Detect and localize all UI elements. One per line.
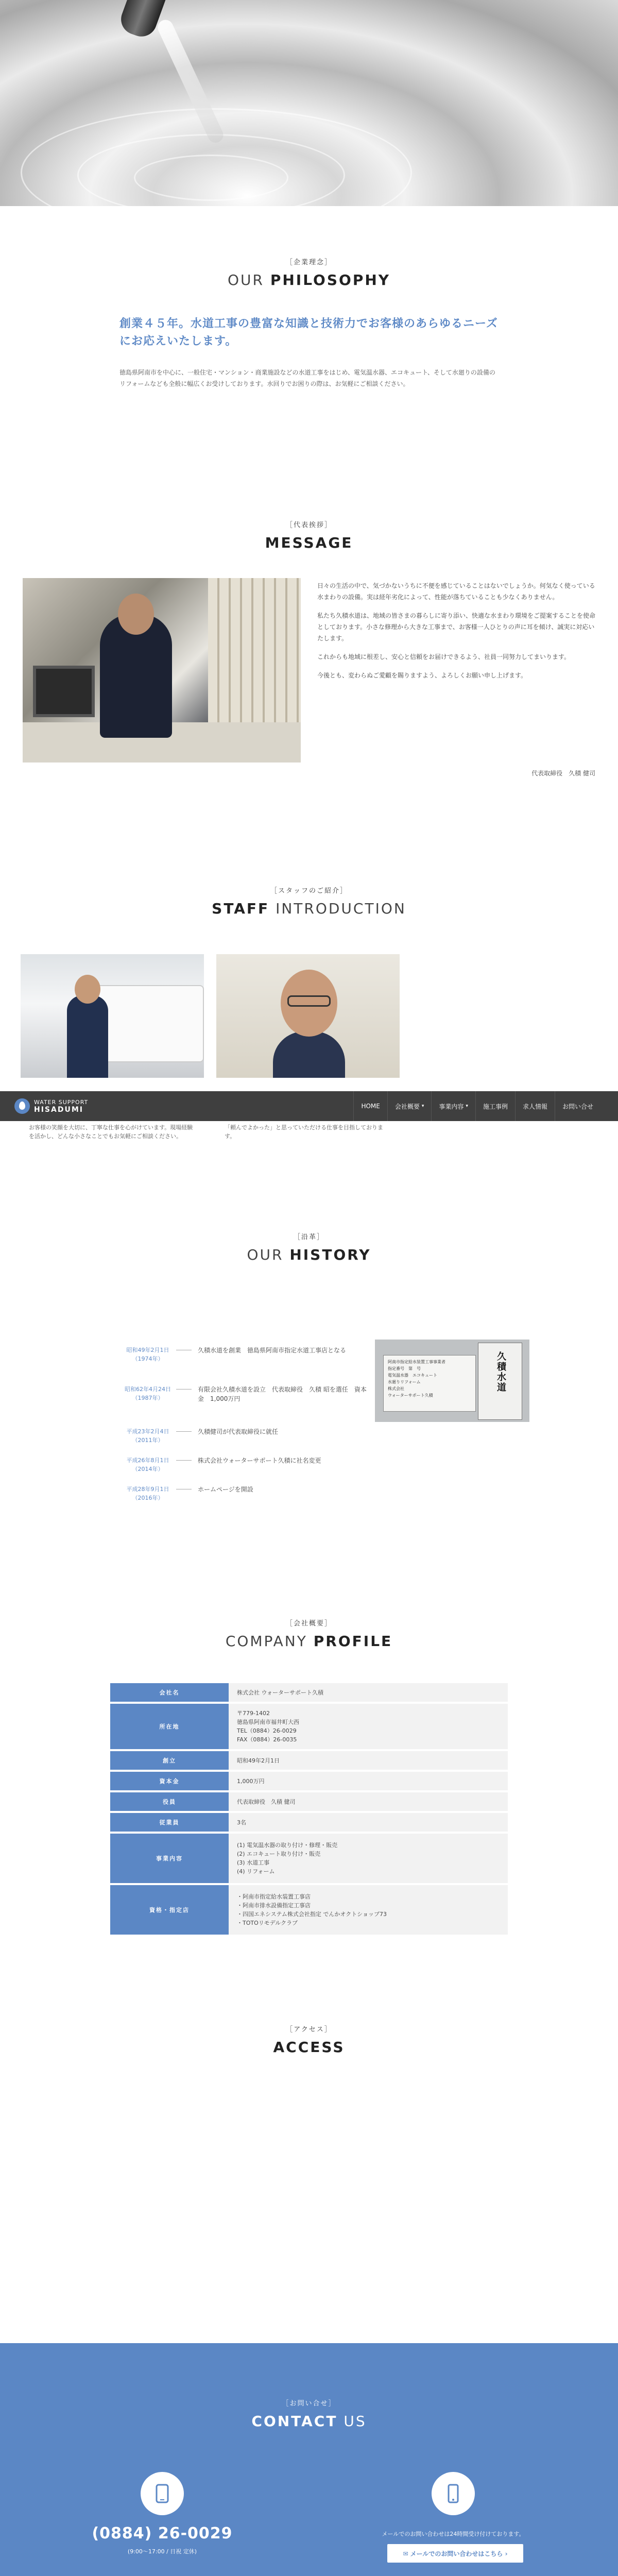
history-item <box>119 1456 368 1473</box>
philosophy-lead: 創業４５年。水道工事の豊富な知識と技術力でお客様のあらゆるニーズにお応えいたします。 <box>119 317 498 348</box>
phone-icon-svg <box>154 2484 170 2503</box>
table-header-cell: 従業員 <box>110 1813 229 1832</box>
cell-line: 昭和49年2月1日 <box>237 1757 280 1764</box>
history-text: 有限会社久積水道を設立 代表取締役 久積 昭を選任 資本金 1,000万円 <box>198 1386 367 1402</box>
contact-section <box>0 2343 618 2576</box>
nav-label: 事業内容 <box>439 1103 464 1110</box>
message-text <box>317 580 595 681</box>
history-text: 株式会社ウォーターサポート久積に社名変更 <box>198 1457 321 1464</box>
monitor <box>33 666 95 717</box>
table-row <box>110 1704 508 1749</box>
table-cell <box>229 1813 508 1832</box>
table-row <box>110 1772 508 1790</box>
history-date: 昭和62年4月24日（1987年） <box>125 1386 171 1401</box>
message-paragraph: 私たち久積水道は、地域の皆さまの暮らしに寄り添い、快適な水まわり環境をご提案することを使命としております。小さな修理から大きな工事まで、お客様一人ひとりの声に耳を傾け、誠実に対応いたします。 <box>317 612 596 642</box>
nav-label: 会社概要 <box>394 1103 420 1110</box>
phone-icon <box>141 2472 184 2515</box>
table-cell <box>229 1885 508 1935</box>
nav-item-home[interactable] <box>353 1091 387 1121</box>
faucet-graphic <box>117 0 167 41</box>
table-header-cell: 会社名 <box>110 1683 229 1702</box>
profile-heading <box>0 1618 618 1650</box>
staff-heading <box>0 885 618 917</box>
table-row <box>110 1751 508 1770</box>
history-text: 久積健司が代表取締役に就任 <box>198 1428 279 1435</box>
table-row <box>110 1885 508 1935</box>
mail-note: メールでのお問い合わせは24時間受け付けております。 <box>382 2531 525 2537</box>
staff-photo <box>21 954 204 1078</box>
table-cell <box>229 1751 508 1770</box>
section-title <box>0 900 618 917</box>
section-title-bold: PHILOSOPHY <box>270 272 391 289</box>
section-title <box>0 272 618 289</box>
history-divider <box>176 1431 192 1432</box>
history-date: 平成23年2月4日（2011年） <box>126 1428 169 1444</box>
staff-figure <box>67 995 108 1078</box>
history-item <box>119 1485 368 1502</box>
site-logo[interactable] <box>14 1098 117 1114</box>
cell-line: 徳島県阿南市福井町大西 <box>237 1719 299 1725</box>
section-title <box>0 1633 618 1650</box>
staff-photo <box>216 954 400 1078</box>
history-divider <box>176 1460 192 1461</box>
mail-icon <box>432 2472 475 2515</box>
nav-item-contact[interactable] <box>555 1091 600 1121</box>
contact-tel[interactable]: (0884) 26-0029 <box>92 2524 233 2543</box>
cell-line: (2) エコキュート取り付け・販売 <box>237 1851 321 1857</box>
staff-caption: お客様の笑顔を大切に、丁寧な仕事を心がけています。現場経験を活かし、どんな小さなことでもお気軽にご相談ください。 <box>29 1124 193 1140</box>
logo-text <box>34 1099 88 1113</box>
nav-label: HOME <box>361 1103 380 1110</box>
mobile-icon-svg <box>445 2484 461 2503</box>
plate-line: 電気温水器 エコキュート <box>388 1373 437 1378</box>
sign-vertical-text: 久積水道 <box>495 1351 506 1393</box>
table-header-cell: 事業内容 <box>110 1834 229 1883</box>
contact-hours: (9:00〜17:00 / 日祝 定休) <box>127 2548 197 2555</box>
section-title-light: INTRODUCTION <box>269 900 406 917</box>
hero-image <box>0 0 618 206</box>
chevron-down-icon: ▾ <box>466 1104 468 1109</box>
mail-contact-button[interactable]: ✉ メールでのお問い合わせはこちら › <box>387 2544 523 2563</box>
message-signature: 代表取締役 久積 健司 <box>531 770 595 777</box>
nav-label: お問い合せ <box>562 1103 593 1110</box>
philosophy-heading <box>0 257 618 289</box>
table-cell <box>229 1834 508 1883</box>
van <box>93 985 204 1062</box>
staff-caption: 「頼んでよかった」と思っていただける仕事を目指しております。 <box>225 1124 383 1140</box>
table-header-cell: 資格・指定店 <box>110 1885 229 1935</box>
history-date: 平成28年9月1日（2016年） <box>126 1486 169 1501</box>
section-title <box>0 534 618 551</box>
message-paragraph: 今後とも、変わらぬご愛顧を賜りますよう、よろしくお願い申し上げます。 <box>317 672 527 679</box>
section-label: ［スタッフのご紹介］ <box>270 887 348 895</box>
logo-text-bottom: HISADUMI <box>34 1106 83 1114</box>
president-photo <box>23 578 301 762</box>
table-row <box>110 1683 508 1702</box>
message-paragraph: 日々の生活の中で、気づかないうちに不便を感じていることはないでしょうか。何気なく使っている水まわりの設備。実は経年劣化によって、性能が落ちていることも少なくありません。 <box>317 582 595 601</box>
glasses <box>287 995 331 1007</box>
table-header-cell: 役員 <box>110 1792 229 1811</box>
table-row <box>110 1792 508 1811</box>
section-title <box>0 2413 618 2430</box>
section-title-light: COMPANY <box>225 1633 314 1650</box>
history-text: ホームページを開設 <box>198 1486 253 1493</box>
section-label: ［代表挨拶］ <box>285 521 332 529</box>
section-label: ［沿革］ <box>293 1233 324 1241</box>
section-title-bold: STAFF <box>212 900 270 917</box>
plate-line: 指定番号 第 号 <box>388 1366 421 1371</box>
chevron-down-icon: ▾ <box>421 1104 424 1109</box>
cell-line: 〒779-1402 <box>237 1710 270 1717</box>
president-head <box>118 594 154 635</box>
cell-line: ・四国エネシステム株式会社指定 でんかオクトショップ73 <box>237 1911 387 1918</box>
cell-line: ・阿南市排水設備指定工事店 <box>237 1902 311 1909</box>
philosophy-text: 徳島県阿南市を中心に、一般住宅・マンション・商業施設などの水道工事をはじめ、電気温水器、エコキュート、そして水廻りの設備のリフォームなども全般に幅広くお受けしております。水回りでお困りの際は、お気軽にご相談ください。 <box>119 369 495 387</box>
section-title-light: US <box>337 2413 367 2430</box>
section-title-bold: HISTORY <box>289 1246 371 1263</box>
section-label: ［企業理念］ <box>285 259 332 266</box>
logo-text-top: WATER SUPPORT <box>34 1099 89 1106</box>
section-label: ［アクセス］ <box>286 2026 332 2033</box>
cell-line: ・TOTOリモデルクラブ <box>237 1920 298 1926</box>
table-cell <box>229 1792 508 1811</box>
table-row <box>110 1813 508 1832</box>
bookshelf <box>208 578 301 722</box>
cell-line: 3名 <box>237 1819 246 1826</box>
table-cell <box>229 1772 508 1790</box>
contact-heading <box>0 2398 618 2430</box>
sign-vertical-plate <box>478 1343 522 1420</box>
section-title <box>0 2039 618 2056</box>
company-profile-table <box>110 1681 508 1937</box>
plate-line: 阿南市指定給水装置工事事業者 <box>388 1360 445 1364</box>
cell-line: TEL（0884）26-0029 <box>237 1727 297 1734</box>
message-paragraph: これからも地域に根差し、安心と信頼をお届けできるよう、社員一同努力してまいります。 <box>317 653 571 660</box>
section-title-bold: CONTACT <box>251 2413 338 2430</box>
nav-item-recruit[interactable] <box>515 1091 555 1121</box>
table-header-cell: 所在地 <box>110 1704 229 1749</box>
sign-plate <box>383 1355 476 1412</box>
table-header-cell: 創立 <box>110 1751 229 1770</box>
section-title <box>0 1246 618 1263</box>
section-title-light: OUR <box>227 272 270 289</box>
history-text: 久積水道を創業 徳島県阿南市指定水道工事店となる <box>198 1347 347 1354</box>
section-title-bold: ACCESS <box>273 2039 345 2056</box>
cell-line: 代表取締役 久積 健司 <box>237 1798 296 1805</box>
nav-item-company[interactable] <box>387 1091 432 1121</box>
company-sign-photo <box>375 1340 529 1422</box>
nav-item-works[interactable] <box>475 1091 515 1121</box>
history-item <box>119 1385 368 1403</box>
cell-line: 1,000万円 <box>237 1777 265 1785</box>
table-cell <box>229 1704 508 1749</box>
history-item <box>119 1346 368 1363</box>
cell-line: 株式会社 ウォーターサポート久積 <box>237 1689 324 1696</box>
plate-line: ウォーターサポート久積 <box>388 1393 433 1398</box>
section-label: ［お問い合せ］ <box>282 2400 336 2408</box>
staff-figure <box>273 1031 345 1078</box>
nav-label: 求人情報 <box>522 1103 547 1110</box>
table-cell <box>229 1683 508 1702</box>
section-label: ［会社概要］ <box>285 1620 332 1628</box>
history-item <box>119 1427 368 1445</box>
section-title-light: OUR <box>247 1246 290 1263</box>
staff-card <box>216 954 400 1078</box>
cell-line: ・阿南市指定給水装置工事店 <box>237 1893 311 1900</box>
water-drop-icon <box>14 1098 30 1114</box>
cell-line: FAX（0884）26-0035 <box>237 1736 297 1743</box>
table-row <box>110 1834 508 1883</box>
section-title-bold: PROFILE <box>313 1633 393 1650</box>
nav-menu <box>353 1091 600 1121</box>
staff-card <box>21 954 204 1078</box>
history-date: 平成26年8月1日（2014年） <box>126 1457 169 1472</box>
cell-line: (3) 水道工事 <box>237 1859 270 1866</box>
cell-line: (1) 電気温水器の取り付け・修理・販売 <box>237 1842 338 1849</box>
access-heading <box>0 2024 618 2056</box>
staff-head <box>75 975 100 1004</box>
history-date: 昭和49年2月1日（1974年） <box>126 1347 169 1362</box>
history-heading <box>0 1231 618 1263</box>
plate-line: 株式会社 <box>388 1386 404 1391</box>
plate-line: 水廻りリフォーム <box>388 1380 421 1384</box>
message-heading <box>0 519 618 551</box>
nav-item-services[interactable] <box>431 1091 475 1121</box>
table-header-cell: 資本金 <box>110 1772 229 1790</box>
global-nav <box>0 1091 618 1121</box>
nav-label: 施工事例 <box>483 1103 508 1110</box>
section-title-bold: MESSAGE <box>265 534 353 551</box>
cell-line: (4) リフォーム <box>237 1868 275 1875</box>
